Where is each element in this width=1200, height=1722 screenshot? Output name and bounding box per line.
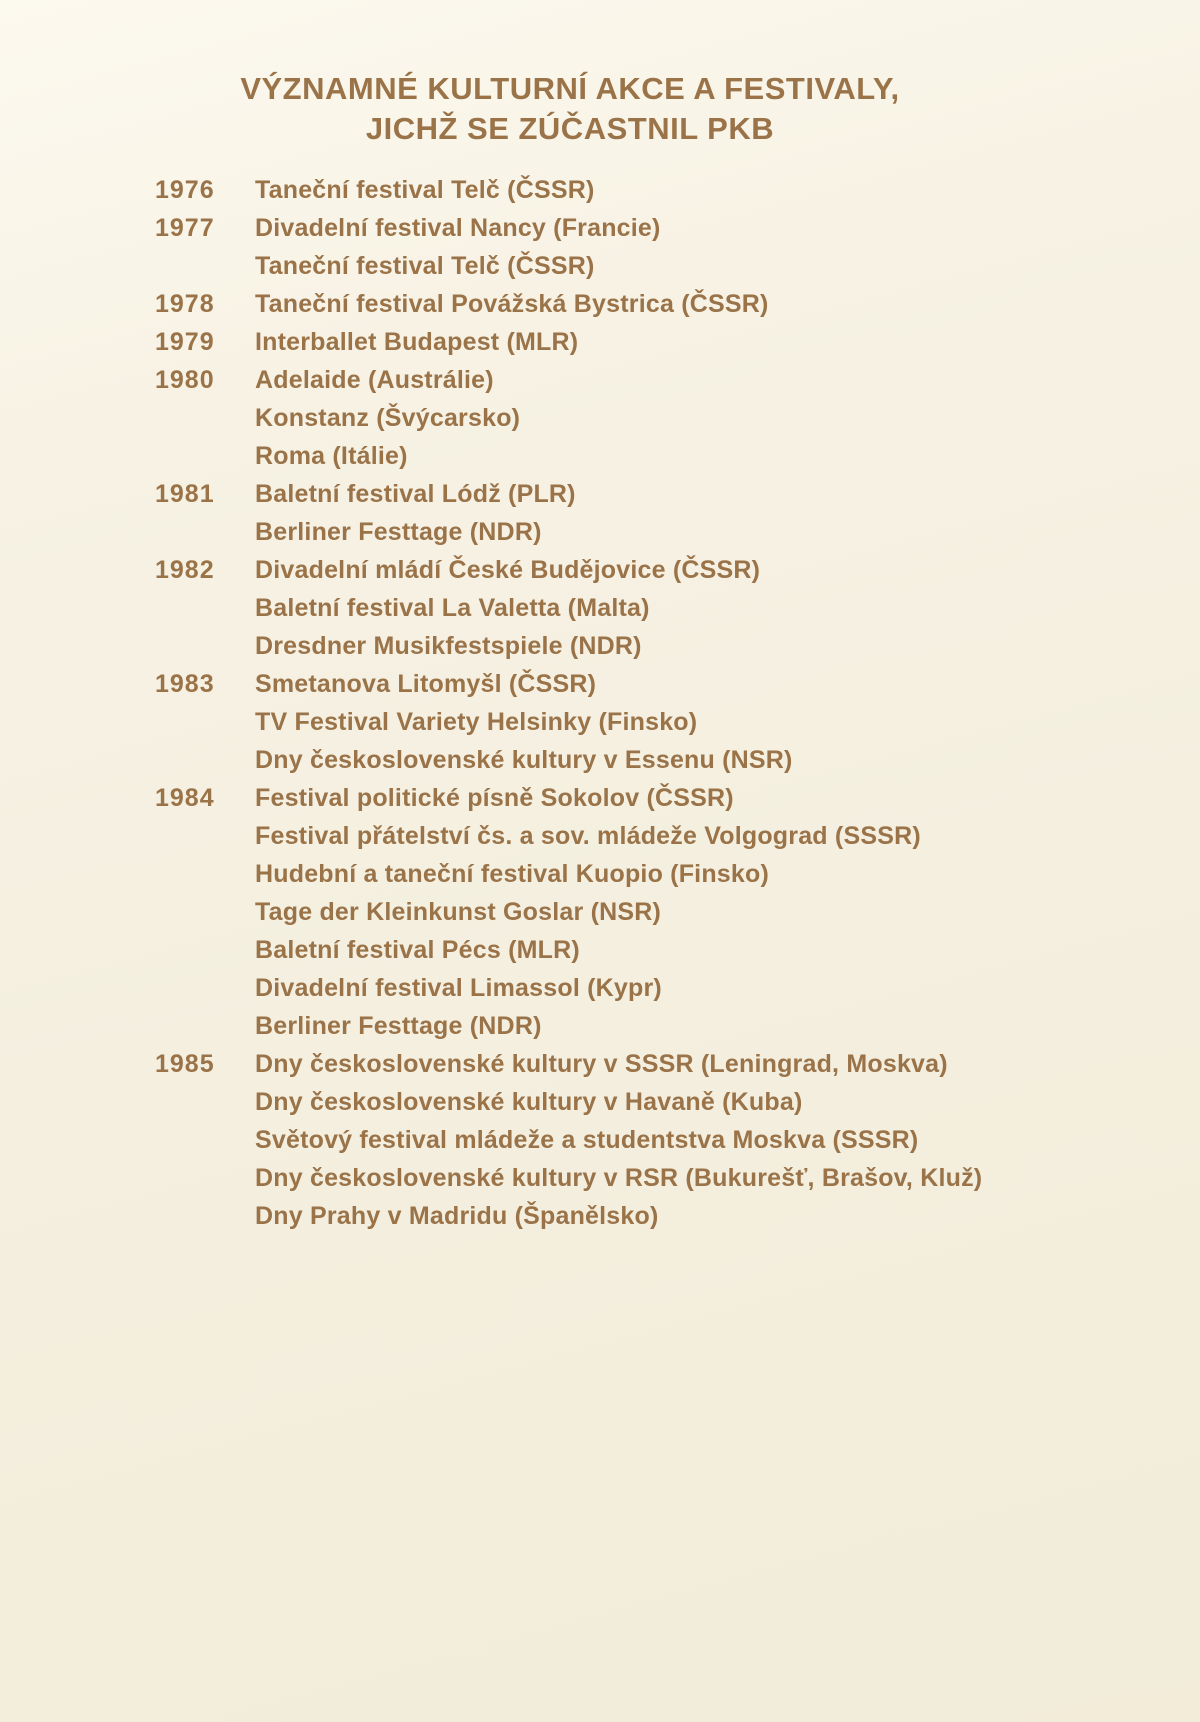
- year-label: 1981: [155, 479, 215, 508]
- event-item: Divadelní festival Limassol (Kypr): [255, 973, 662, 1002]
- year-label: 1977: [155, 213, 215, 242]
- year-entry: [155, 475, 1140, 551]
- event-item: Berliner Festtage (NDR): [255, 517, 542, 546]
- event-list: [255, 361, 1140, 475]
- page-title: [0, 69, 1140, 149]
- event-item: Tage der Kleinkunst Goslar (NSR): [255, 897, 662, 926]
- year-label: 1983: [155, 669, 215, 698]
- event-item: Taneční festival Povážská Bystrica (ČSSR): [255, 289, 769, 318]
- event-item: Baletní festival La Valetta (Malta): [255, 593, 650, 622]
- year-entry: [155, 171, 1140, 209]
- year-entry: [155, 285, 1140, 323]
- event-item: Taneční festival Telč (ČSSR): [255, 175, 595, 204]
- festival-list: [155, 171, 1140, 1235]
- year-entry: [155, 1045, 1140, 1235]
- year-label: 1978: [155, 289, 215, 318]
- event-item: Hudební a taneční festival Kuopio (Finsko): [255, 859, 770, 888]
- page-title-line-2: JICHŽ SE ZÚČASTNIL PKB: [365, 110, 775, 146]
- event-item: Festival politické písně Sokolov (ČSSR): [255, 783, 734, 812]
- event-item: Dny Prahy v Madridu (Španělsko): [255, 1201, 659, 1230]
- event-item: Festival přátelství čs. a sov. mládeže Volgograd (SSSR): [255, 821, 921, 850]
- event-list: [255, 1045, 1140, 1235]
- event-item: Dny československé kultury v Havaně (Kuba): [255, 1087, 803, 1116]
- event-item: Adelaide (Austrálie): [255, 365, 494, 394]
- year-label: 1984: [155, 783, 215, 812]
- event-item: Taneční festival Telč (ČSSR): [255, 251, 595, 280]
- year-entry: [155, 551, 1140, 665]
- year-label: 1979: [155, 327, 215, 356]
- event-item: Dny československé kultury v SSSR (Leningrad, Moskva): [255, 1049, 948, 1078]
- year-entry: [155, 779, 1140, 1045]
- event-list: [255, 209, 1140, 285]
- event-item: Roma (Itálie): [255, 441, 408, 470]
- event-item: Baletní festival Pécs (MLR): [255, 935, 580, 964]
- event-list: [255, 285, 1140, 323]
- year-label: 1985: [155, 1049, 215, 1078]
- event-item: Světový festival mládeže a studentstva Moskva (SSSR): [255, 1125, 919, 1154]
- event-list: [255, 779, 1140, 1045]
- year-entry: [155, 361, 1140, 475]
- year-entry: [155, 209, 1140, 285]
- event-item: Baletní festival Lódž (PLR): [255, 479, 576, 508]
- event-item: Dny československé kultury v RSR (Bukurešť, Brašov, Kluž): [255, 1163, 983, 1192]
- event-item: TV Festival Variety Helsinky (Finsko): [255, 707, 698, 736]
- event-item: Dny československé kultury v Essenu (NSR): [255, 745, 793, 774]
- event-item: Berliner Festtage (NDR): [255, 1011, 542, 1040]
- event-item: Smetanova Litomyšl (ČSSR): [255, 669, 597, 698]
- page-title-line-1: VÝZNAMNÉ KULTURNÍ AKCE A FESTIVALY,: [240, 70, 900, 106]
- event-item: Dresdner Musikfestspiele (NDR): [255, 631, 642, 660]
- year-entry: [155, 665, 1140, 779]
- year-label: 1980: [155, 365, 215, 394]
- year-entry: [155, 323, 1140, 361]
- event-list: [255, 323, 1140, 361]
- event-list: [255, 171, 1140, 209]
- year-label: 1976: [155, 175, 215, 204]
- event-list: [255, 551, 1140, 665]
- year-label: 1982: [155, 555, 215, 584]
- event-item: Konstanz (Švýcarsko): [255, 403, 521, 432]
- event-list: [255, 665, 1140, 779]
- event-item: Interballet Budapest (MLR): [255, 327, 579, 356]
- event-list: [255, 475, 1140, 551]
- event-item: Divadelní mládí České Budějovice (ČSSR): [255, 555, 761, 584]
- event-item: Divadelní festival Nancy (Francie): [255, 213, 661, 242]
